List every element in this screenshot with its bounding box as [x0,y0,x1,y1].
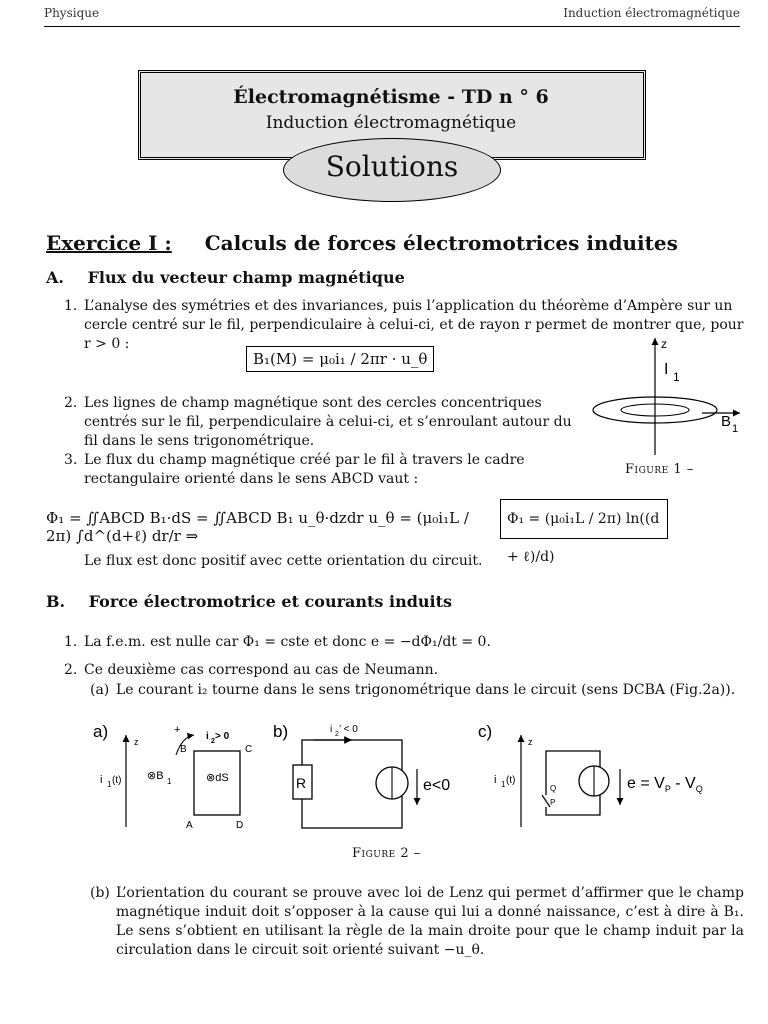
b-item1-text: La f.e.m. est nulle car Φ₁ = cste et donc e = −dΦ₁/dt = 0. [84,634,491,650]
document-subtitle: Induction électromagnétique [265,113,517,133]
b-sub-b-text: L’orientation du courant se prouve avec loi de Lenz qui permet d’affirmer que le champ magnétique induit doit s’opposer à la cause qui lui a donné naissance, c’est à dire à B₁. Le sens s’obtient en utilisant la règle de la main droite pour que le champ induit par la circulation dans le circuit soit orienté suivant −u_θ. [116,885,744,958]
figure-2c-i-sub: 1 [501,780,506,789]
figure-2a-i2: i [206,731,209,742]
figure-2b-i2-sub: 2 [335,731,339,738]
figure-2c-p: P [550,798,556,807]
figure-2a-plus: + [174,724,181,736]
equation-flux: Φ₁ = ∬ABCD B₁·dS = ∬ABCD B₁ u_θ·dzdr u_θ = (μ₀i₁L / 2π) ∫d^(d+ℓ) dr/r ⇒ [46,509,469,545]
figure-1-i-sub: 1 [673,370,680,384]
figure-1-z-label: z [661,337,667,351]
figure-2b [273,722,450,828]
figure-2a-b1: ⊗B [147,770,164,782]
figure-2c [478,722,703,827]
figure-1-b-label: B [721,413,732,430]
figure-2a-i-sub: 1 [107,780,112,789]
figure-2a-ds: ⊗dS [206,772,229,784]
b-sub-a-number: (a) [90,682,110,698]
a-item2-text: Les lignes de champ magnétique sont des cercles concentriques centrés sur le fil, perpendiculaire à celui-ci, et s’enroulant autour du fil dans le sens trigonométrique. [84,395,572,449]
equation-flux-result: Φ₁ = (μ₀i₁L / 2π) ln((d + ℓ)/d) [500,499,668,539]
figure-1-i-label: I [664,361,669,378]
a-item1-text: L’analyse des symétries et des invariances, puis l’application du théorème d’Ampère sur un cercle centré sur le fil, perpendiculaire à celui-ci, et de rayon r permet de montrer que, pour r > 0 : [84,298,744,352]
figure-2-caption: Figure 2 – [352,846,421,861]
figure-2c-q: Q [550,784,557,793]
figure-2-diagram [90,715,730,840]
exercise-title: Calculs de forces électromotrices induites [204,231,678,255]
solutions-label: Solutions [325,150,459,183]
figure-2b-i2-rest: ’ < 0 [339,724,358,735]
figure-2a-corner-a: A [186,820,193,831]
a-item3-text: Le flux du champ magnétique créé par le fil à travers le cadre rectangulaire orienté dans le sens ABCD vaut : [84,452,525,487]
b-item2-text: Ce deuxième cas correspond au cas de Neumann. [84,662,439,678]
b-item1-number: 1. [64,634,78,650]
figure-2c-z: z [528,737,533,747]
figure-2c-e-label: $e = V_P - V_Q$ [627,775,703,794]
a-item3-number: 3. [64,452,78,468]
figure-2b-label: b) [273,722,289,741]
figure-2b-r-label: R [296,775,307,791]
document-title: Électromagnétisme - TD n ° 6 [233,86,549,108]
section-a-title: Flux du vecteur champ magnétique [87,268,405,287]
exercise-label: Exercice I : [46,231,172,255]
header-rule [44,26,740,27]
a-conclusion: Le flux est donc positif avec cette orientation du circuit. [84,553,483,569]
figure-1-caption: Figure 1 – [625,462,694,477]
running-header-right: Induction électromagnétique [563,6,740,20]
figure-2a-corner-c: C [245,744,253,755]
figure-2a-i2-rest: > 0 [215,731,230,742]
figure-2c-gap [542,795,550,807]
section-b-heading [46,592,452,611]
figure-2a-i2-sub: 2 [211,738,215,745]
figure-2a-z: z [134,737,139,747]
figure-2a-i: i [100,774,103,786]
figure-1-diagram [590,330,750,460]
b-item2-number: 2. [64,662,78,678]
figure-2a-b1-sub: 1 [167,777,172,786]
running-header-left: Physique [44,6,100,20]
figure-2c-label: c) [478,722,493,741]
a-item1-number: 1. [64,298,78,314]
figure-2b-e-label: e<0 [423,777,451,794]
b-sub-b-number: (b) [90,885,110,901]
equation-b1: B₁(M) = μ₀i₁ / 2πr · u_θ [246,346,434,372]
figure-2a-corner-b: B [180,744,187,755]
figure-2a-i-t: (t) [112,775,122,786]
figure-2a [93,722,252,831]
section-a-heading [46,268,405,287]
figure-2c-i: i [494,774,497,786]
section-b-title: Force électromotrice et courants induits [88,592,453,611]
figure-2c-i-t: (t) [506,775,516,786]
figure-2a-corner-d: D [236,820,244,831]
exercise-heading [46,231,678,255]
figure-2b-i2: i [330,724,333,735]
figure-1-b-sub: 1 [732,423,739,435]
figure-2a-label: a) [93,722,109,741]
b-sub-a-text: Le courant i₂ tourne dans le sens trigonométrique dans le circuit (sens DCBA (Fig.2a)). [116,682,736,698]
a-item2-number: 2. [64,395,78,411]
section-b-label: B. [46,592,66,611]
section-a-label: A. [46,268,64,287]
